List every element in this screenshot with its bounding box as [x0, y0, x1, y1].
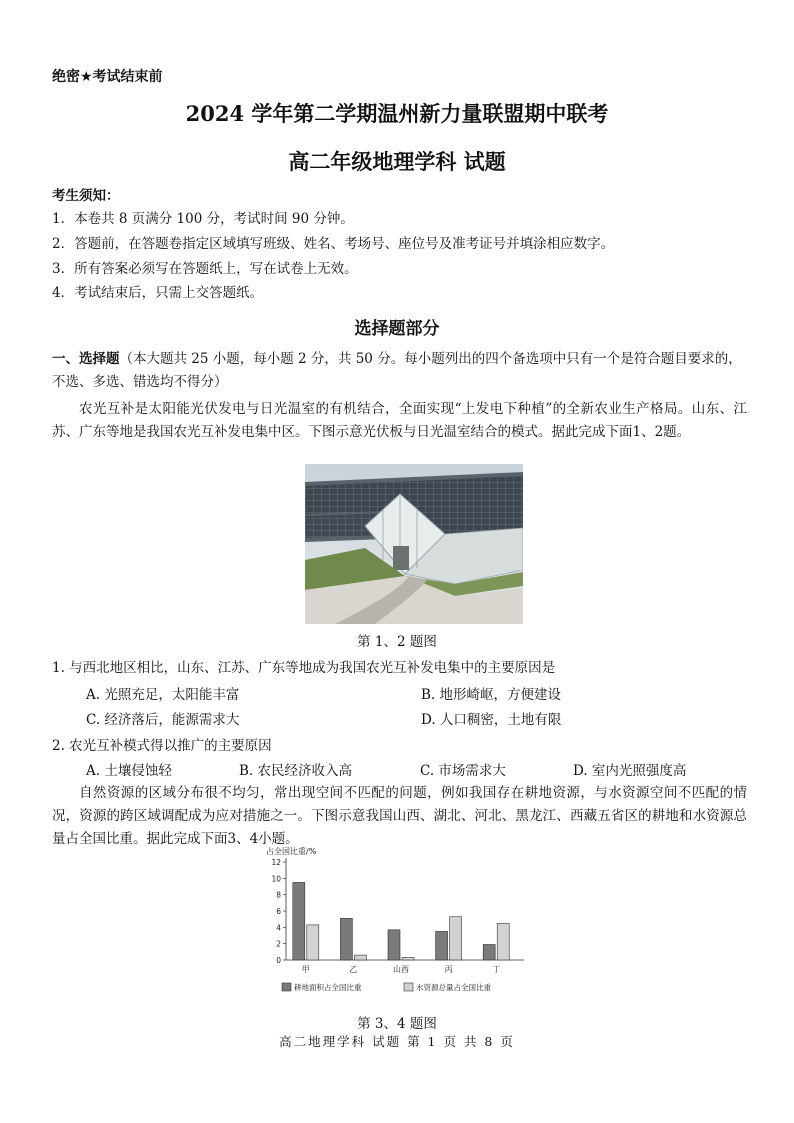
question-2-option-b: B. 农民经济收入高: [239, 763, 353, 779]
section-title: 选择题部分: [354, 319, 440, 339]
exam-title: 2024 学年第二学期温州新力量联盟期中联考: [185, 101, 609, 126]
chart-bar: [340, 918, 352, 960]
question-1-option-b: B. 地形崎岖，方便建设: [421, 687, 562, 703]
chart-category-label: 乙: [349, 965, 358, 974]
chart-legend-swatch: [404, 983, 413, 991]
figure-2-caption: 第 3、4 题图: [357, 1016, 437, 1032]
chart-y-tick-label: 4: [276, 923, 281, 933]
chart-legend-swatch: [282, 983, 291, 991]
chart-y-tick-label: 2: [276, 939, 281, 949]
chart-bar: [388, 930, 400, 960]
chart-bar: [497, 923, 509, 960]
passage-2: 自然资源的区域分布很不均匀，常出现空间不匹配的问题，例如我国存在耕地资源，与水资源空间不匹配的情况，资源的跨区域调配成为应对措施之一。下图示意我国山西、湖北、河北、黑龙江、西藏五省区的耕地和水资源总量占全国比重。据此完成下面3、4小题。: [52, 785, 747, 847]
notice-item-4: 4．考试结束后，只需上交答题纸。: [52, 285, 264, 301]
chart-legend-label: 耕地面积占全国比重: [294, 983, 362, 992]
chart-y-tick-label: 12: [271, 858, 281, 867]
notice-item-1: 1．本卷共 8 页满分 100 分，考试时间 90 分钟。: [52, 211, 354, 227]
chart-y-tick-label: 8: [276, 890, 281, 900]
chart-category-label: 山西: [393, 965, 409, 974]
chart-bar: [436, 931, 448, 960]
question-2-stem: 2. 农光互补模式得以推广的主要原因: [52, 738, 272, 754]
secret-label: 绝密★考试结束前: [52, 69, 163, 85]
instructions-text: （本大题共 25 小题，每小题 2 分，共 50 分。每小题列出的四个备选项中只有一个是符合题目要求的，不选、多选、错选均不得分）: [52, 351, 742, 390]
chart-bar: [483, 944, 495, 960]
chart-legend-label: 水资源总量占全国比重: [416, 983, 491, 992]
resource-bar-chart: [262, 844, 542, 1004]
question-1-option-d: D. 人口稠密，土地有限: [421, 712, 562, 728]
chart-bar: [450, 917, 462, 960]
question-2-option-a: A. 土壤侵蚀轻: [86, 763, 172, 779]
chart-bar: [402, 958, 414, 960]
passage-1: 农光互补是太阳能光伏发电与日光温室的有机结合，全面实现“上发电下种植”的全新农业生产格局。山东、江苏、广东等地是我国农光互补发电集中区。下图示意光伏板与日光温室结合的模式。据此完成下面1、2题。: [52, 401, 747, 440]
exam-subtitle: 高二年级地理学科 试题: [288, 149, 506, 174]
section-instructions: [52, 348, 747, 394]
page-footer: 高二地理学科 试题 第 1 页 共 8 页: [279, 1034, 515, 1049]
notice-item-2: 2．答题前，在答题卷指定区域填写班级、姓名、考场号、座位号及准考证号并填涂相应数字。: [52, 236, 615, 252]
chart-category-label: 甲: [301, 965, 310, 974]
notice-heading: 考生须知：: [52, 188, 120, 204]
question-1-option-c: C. 经济落后，能源需求大: [86, 712, 240, 728]
figure-1-caption: 第 1、2 题图: [357, 634, 437, 650]
instructions-label: 一、选择题: [52, 351, 120, 367]
chart-bar: [354, 955, 366, 960]
chart-canvas: [262, 844, 542, 1004]
question-1-stem: 1. 与西北地区相比，山东、江苏、广东等地成为我国农光互补发电集中的主要原因是: [52, 660, 556, 676]
chart-y-tick-label: 0: [276, 956, 281, 965]
chart-bar: [307, 925, 319, 960]
question-2-option-c: C. 市场需求大: [420, 763, 506, 779]
greenhouse-photo: [305, 464, 523, 624]
chart-bar: [293, 882, 305, 960]
question-1-option-a: A. 光照充足，太阳能丰富: [86, 687, 240, 703]
chart-category-label: 丁: [492, 965, 501, 974]
notice-item-3: 3．所有答案必须写在答题纸上，写在试卷上无效。: [52, 261, 358, 277]
chart-category-label: 丙: [444, 965, 453, 974]
question-2-option-d: D. 室内光照强度高: [573, 763, 687, 779]
chart-y-tick-label: 10: [271, 874, 281, 884]
greenhouse-illustration: [305, 464, 523, 624]
chart-y-tick-label: 6: [276, 907, 281, 916]
chart-ylabel: 占全国比重/%: [266, 847, 317, 856]
